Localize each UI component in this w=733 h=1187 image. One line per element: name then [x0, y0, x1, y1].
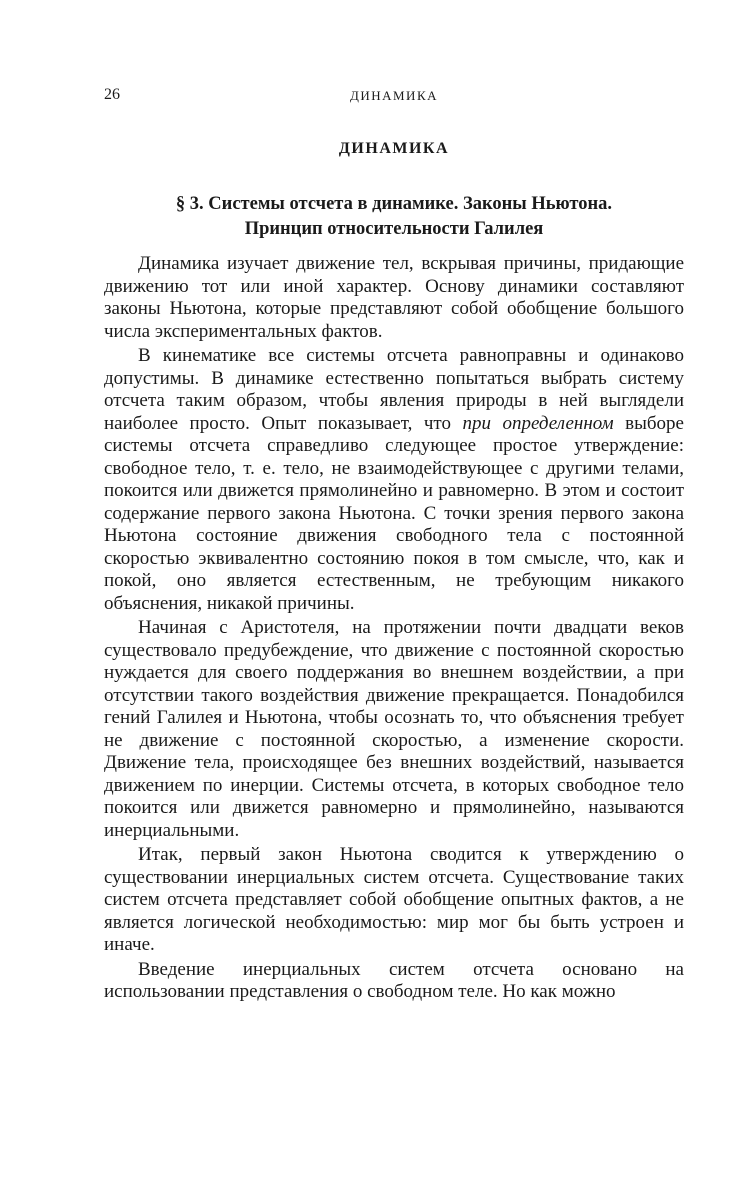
paragraph-2-part-1: В кинематике все системы отсчета равноправны и одинаково допустимы. В динамике естественно попытаться выбрать систему отсчета таким образом, чтобы явления природы в ней выглядели наиболее просто. Опыт показывает, что: [104, 345, 684, 434]
running-title: ДИНАМИКА: [349, 88, 439, 103]
section-title-line-1: § 3. Системы отсчета в динамике. Законы Ньютона.: [175, 194, 613, 214]
paragraph-2-italic: при определенном: [462, 412, 614, 434]
page-number: 26: [104, 86, 120, 103]
paragraph-1: Динамика изучает движение тел, вскрывая причины, придающие движению тот или иной характер. Основу динамики составляют законы Ньютона, которые представляют собой обобщение большого числа экспериментальных фактов.: [104, 253, 684, 342]
paragraph-3: Начиная с Аристотеля, на протяжении почти двадцати веков существовало предубеждение, что движение с постоянной скоростью нуждается для своего поддержания во внешнем воздействии, а при отсутствии такого воздействия движение прекращается. Понадобился гений Галилея и Ньютона, чтобы осознать то, что объяснения требует не движение с постоянной скоростью, а изменение скорости. Движение тела, происходящее без внешних воздействий, называется движением по инерции. Системы отсчета, в которых свободное тело покоится или движется равномерно и прямолинейно, называются инерциальными.: [104, 617, 684, 841]
running-head: [104, 86, 684, 108]
paragraph-4: Итак, первый закон Ньютона сводится к утверждению о существовании инерциальных систем отсчета. Существование таких систем отсчета представляет собой обобщение опытных фактов, а не является логической необходимостью: мир мог бы быть устроен и иначе.: [104, 844, 684, 955]
paragraph-2: [104, 345, 684, 615]
section-title-line-2: Принцип относительности Галилея: [244, 219, 544, 239]
body-text: [104, 253, 684, 1006]
paragraph-2-part-2: выборе системы отсчета справедливо следующее простое утверждение: свободное тело, т. е. тело, не взаимодействующее с другими телами, покоится или движется прямолинейно и равномерно. В этом и состоит содержание первого закона Ньютона. С точки зрения первого закона Ньютона состояние движения свободного тела с постоянной скоростью эквивалентно состоянию покоя в том смысле, что, как и покой, оно является естественным, не требующим никакого объяснения, никакой причины.: [104, 412, 684, 614]
paragraph-5: Введение инерциальных систем отсчета основано на использовании представления о свободном теле. Но как можно: [104, 958, 684, 1002]
chapter-title: ДИНАМИКА: [338, 140, 450, 157]
section-title: [104, 192, 684, 242]
